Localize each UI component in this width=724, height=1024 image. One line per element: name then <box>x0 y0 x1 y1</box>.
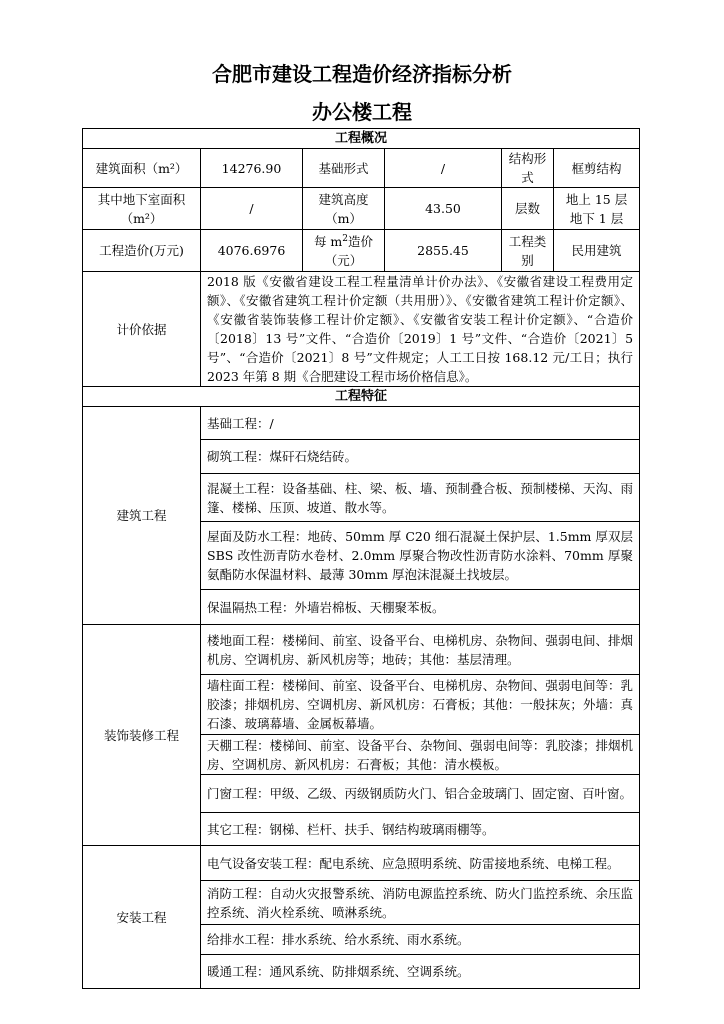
feature-item: 屋面及防水工程：地砖、50mm 厚 C20 细石混凝土保护层、1.5mm 厚双层 SBS 改性沥青防水卷材、2.0mm 厚聚合物改性沥青防水涂料、70mm 厚聚氨酯防水保温材料、最薄 30mm 厚泡沫混凝土找坡层。 <box>201 522 640 590</box>
indicator-table <box>82 128 640 989</box>
feature-item: 墙柱面工程：楼梯间、前室、设备平台、电梯机房、杂物间、强弱电间等：乳胶漆；排烟机房、空调机房、新风机房：石膏板；其他：一般抹灰；外墙：真石漆、玻璃幕墙、金属板幕墙。 <box>201 675 640 735</box>
document-title: 合肥市建设工程造价经济指标分析 <box>212 62 512 86</box>
building-area-label: 建筑面积（m²） <box>83 149 201 188</box>
cost-value: 4076.6976 <box>201 230 303 272</box>
height-value: 43.50 <box>385 188 502 230</box>
floors-value <box>554 188 640 230</box>
structure-value: 框剪结构 <box>554 149 640 188</box>
unit-cost-label-sup: 2 <box>342 233 349 244</box>
feature-item: 暖通工程：通风系统、防排烟系统、空调系统。 <box>201 955 640 989</box>
pricing-basis-label: 计价依据 <box>83 272 201 387</box>
floors-below: 地下 1 层 <box>569 210 624 226</box>
feature-group-label: 安装工程 <box>83 846 201 989</box>
category-value: 民用建筑 <box>554 230 640 272</box>
feature-item: 基础工程：/ <box>201 407 640 440</box>
feature-item: 电气设备安装工程：配电系统、应急照明系统、防雷接地系统、电梯工程。 <box>201 846 640 881</box>
document-subtitle: 办公楼工程 <box>312 100 412 124</box>
unit-cost-label-a: 每 m <box>313 233 343 249</box>
feature-group-label: 装饰装修工程 <box>83 625 201 846</box>
unit-cost-label-b: 造价（元） <box>324 233 374 268</box>
feature-item: 楼地面工程：楼梯间、前室、设备平台、电梯机房、杂物间、强弱电间、排烟机房、空调机房、新风机房等；地砖；其他：基层清理。 <box>201 625 640 675</box>
feature-item: 消防工程：自动火灾报警系统、消防电源监控系统、防火门监控系统、余压监控系统、消火栓系统、喷淋系统。 <box>201 881 640 925</box>
feature-item: 其它工程：钢梯、栏杆、扶手、钢结构玻璃雨棚等。 <box>201 813 640 846</box>
feature-group-label: 建筑工程 <box>83 407 201 625</box>
basement-area-label: 其中地下室面积（m²） <box>83 188 201 230</box>
feature-item: 保温隔热工程：外墙岩棉板、天棚聚苯板。 <box>201 590 640 625</box>
unit-cost-value: 2855.45 <box>385 230 502 272</box>
floors-above: 地上 15 层 <box>565 191 628 207</box>
pricing-basis-text: 2018 版《安徽省建设工程工程量清单计价办法》、《安徽省建设工程费用定额》、《安徽省建筑工程计价定额（共用册）》、《安徽省建筑工程计价定额》、《安徽省装饰装修工程计价定额》、《安徽省安装工程计价定额》、“合造价〔2018〕13 号”文件、“合造价〔2019〕1 号”文件、“合造价〔2021〕5 号”、“合造价〔2021〕8 号”文件规定；人工工日按 168.12 元/工日；执行 2023 年第 8 期《合肥建设工程市场价格信息》。 <box>201 272 640 387</box>
overview-header: 工程概况 <box>83 129 640 149</box>
basement-area-value: / <box>201 188 303 230</box>
foundation-label: 基础形式 <box>303 149 385 188</box>
features-header: 工程特征 <box>83 387 640 407</box>
height-label: 建筑高度（m） <box>303 188 385 230</box>
feature-item: 天棚工程：楼梯间、前室、设备平台、杂物间、强弱电间等：乳胶漆；排烟机房、空调机房、新风机房：石膏板；其他：清水模板。 <box>201 735 640 775</box>
feature-item: 门窗工程：甲级、乙级、丙级钢质防火门、铝合金玻璃门、固定窗、百叶窗。 <box>201 775 640 813</box>
feature-item: 混凝土工程：设备基础、柱、梁、板、墙、预制叠合板、预制楼梯、天沟、雨篷、楼梯、压顶、坡道、散水等。 <box>201 474 640 522</box>
unit-cost-label <box>303 230 385 272</box>
building-area-value: 14276.90 <box>201 149 303 188</box>
category-label: 工程类别 <box>502 230 554 272</box>
foundation-value: / <box>385 149 502 188</box>
feature-item: 砌筑工程：煤矸石烧结砖。 <box>201 440 640 474</box>
cost-label: 工程造价(万元) <box>83 230 201 272</box>
feature-item: 给排水工程：排水系统、给水系统、雨水系统。 <box>201 925 640 955</box>
floors-label: 层数 <box>502 188 554 230</box>
structure-label: 结构形式 <box>502 149 554 188</box>
